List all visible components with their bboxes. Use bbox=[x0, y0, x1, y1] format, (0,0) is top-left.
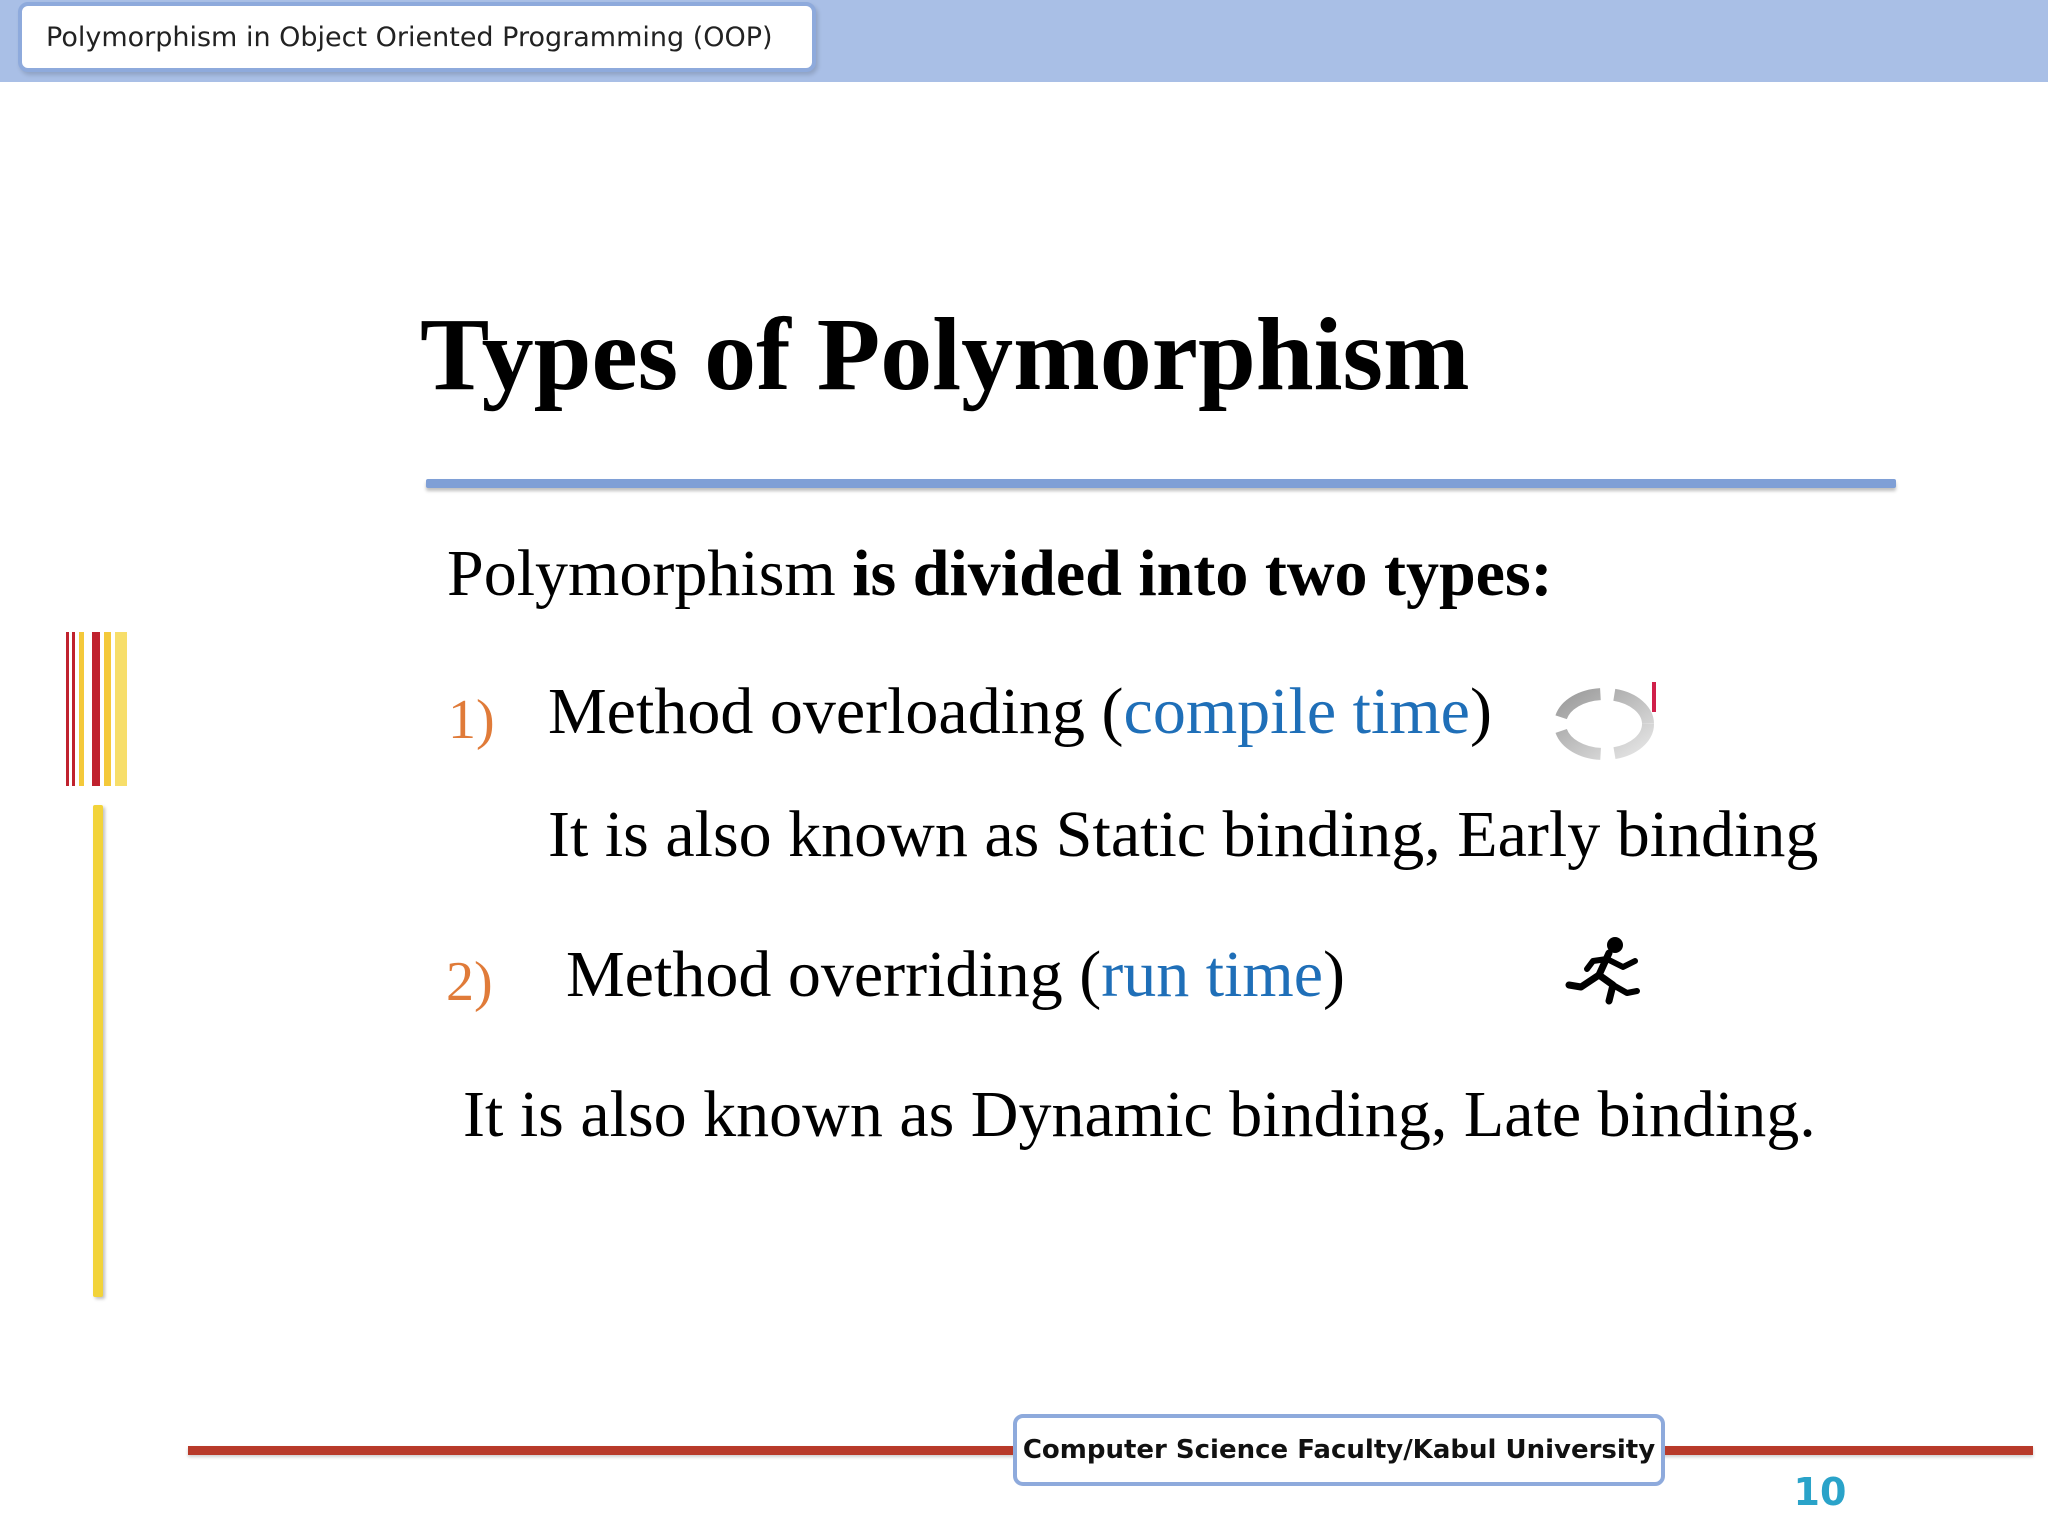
item-number-1: 1) bbox=[448, 689, 495, 751]
running-person-icon bbox=[1565, 935, 1645, 1005]
item-label-1-highlight: compile time bbox=[1123, 675, 1470, 748]
slide-title: Types of Polymorphism bbox=[420, 297, 1470, 412]
item-label-2 bbox=[566, 937, 1345, 1013]
intro-plain: Polymorphism bbox=[447, 537, 853, 610]
page-number: 10 bbox=[1793, 1470, 1847, 1514]
item-label-2-before: Method overriding ( bbox=[566, 938, 1102, 1011]
header-title-box bbox=[18, 2, 816, 72]
loading-spinner-icon bbox=[1548, 680, 1660, 766]
intro-line bbox=[447, 536, 1553, 612]
decorative-vertical-bar bbox=[93, 805, 103, 1297]
item-label-1-before: Method overloading ( bbox=[548, 675, 1124, 748]
item-note-2: It is also known as Dynamic binding, Late binding. bbox=[463, 1078, 1816, 1151]
footer-institution: Computer Science Faculty/Kabul University bbox=[1022, 1435, 1656, 1465]
item-note-1: It is also known as Static binding, Early binding bbox=[548, 798, 1819, 871]
item-label-2-highlight: run time bbox=[1101, 938, 1324, 1011]
item-label-2-after: ) bbox=[1323, 938, 1345, 1011]
item-label-1-after: ) bbox=[1469, 675, 1492, 748]
item-number-2: 2) bbox=[446, 951, 493, 1013]
header-title: Polymorphism in Object Oriented Programming (OOP) bbox=[46, 21, 773, 53]
intro-bold: is divided into two types: bbox=[852, 537, 1553, 610]
item-label-1 bbox=[548, 674, 1492, 750]
footer-institution-box bbox=[1013, 1414, 1665, 1486]
title-underline bbox=[426, 479, 1896, 488]
